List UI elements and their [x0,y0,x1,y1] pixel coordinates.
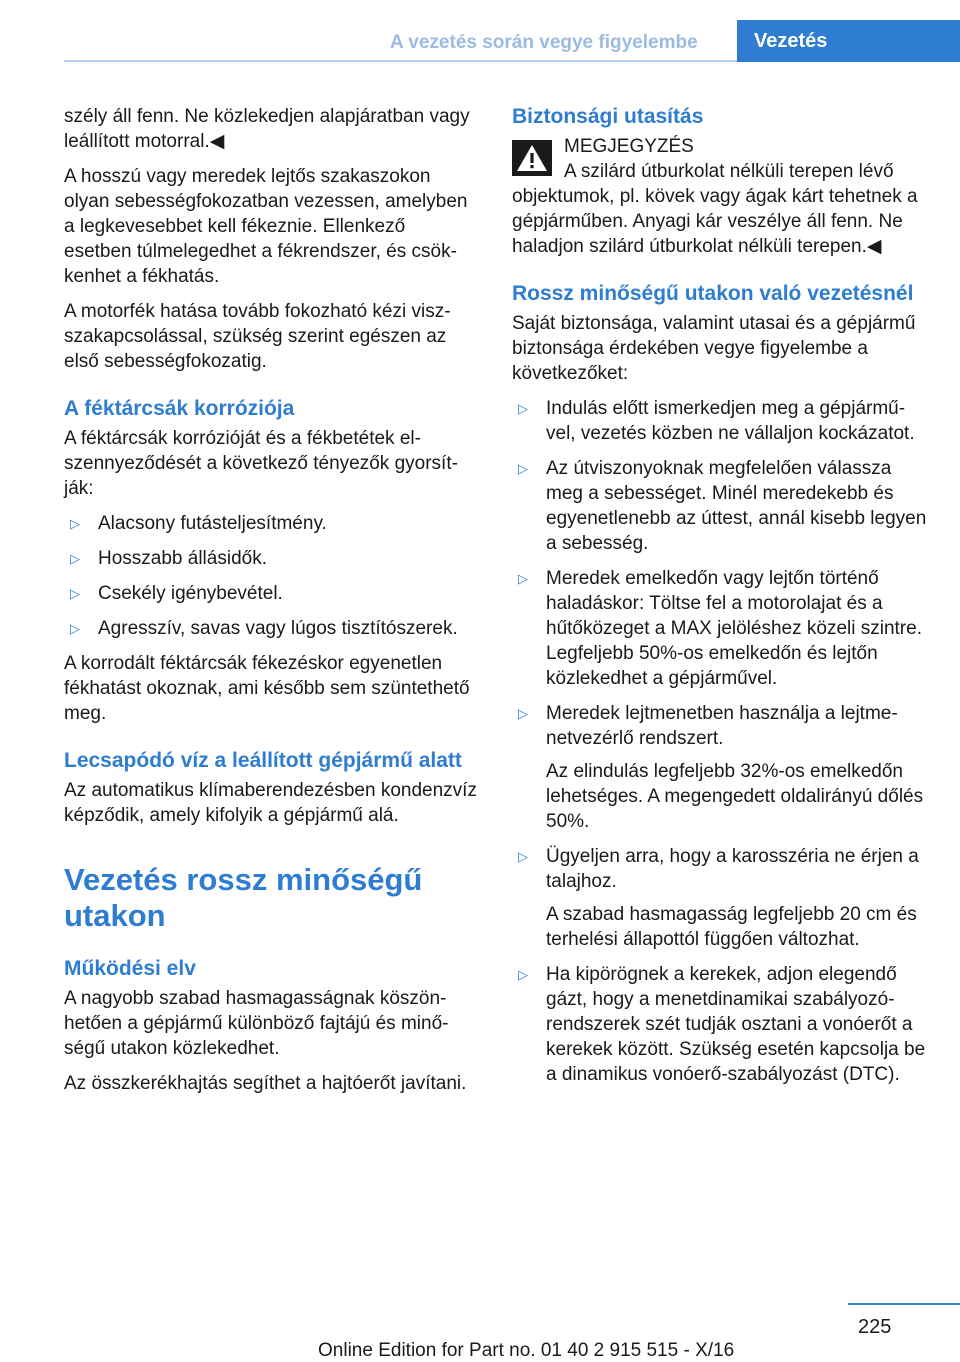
list-item [512,962,928,1087]
paragraph: A nagyobb szabad hasmagasságnak köszönhetően a gépjármű különböző fajtájú és minőségű utakon közlekedhet. [64,988,449,1059]
list-item-text: Hosszabb állásidők. [98,548,267,569]
bullet-triangle-icon: ▷ [518,401,528,416]
warning-text: objektumok, pl. kövek vagy ágak kárt tehetnek a gépjárműben. Anyagi kár veszélye áll fenn. Ne haladjon szilárd útburkolat nélküli terepen.◀ [512,186,918,257]
bullet-triangle-icon: ▷ [70,516,80,531]
warning-triangle-icon [512,140,552,176]
list-item [512,396,928,446]
list-item-text: Indulás előtt ismerkedjen meg a gépjárművel, vezetés közben ne vállaljon kockázatot. [546,398,915,444]
bad-roads-instructions-list [512,396,928,1087]
heading-driving-bad-roads: Vezetés rossz minőségű utakon [64,862,423,933]
bullet-triangle-icon: ▷ [70,621,80,636]
bullet-triangle-icon: ▷ [518,967,528,982]
bullet-triangle-icon: ▷ [518,461,528,476]
warning-text-line: A szilárd útburkolat nélküli terepen lévő [564,161,894,182]
list-item-text: Ha kipörögnek a kerekek, adjon elegendő gázt, hogy a menetdinamikai szabályozórendszerek szét tudják osztani a vonóerőt a kerekek között. Szükség esetén kapcsolja be a dinamikus vonóerő-szabályozást (DTC). [546,964,926,1085]
list-item-note: A szabad hasmagasság legfeljebb 20 cm és terhelési állapottól függően változhat. [546,904,917,950]
paragraph: szély áll fenn. Ne közlekedjen alapjáratban vagy leállított motorral.◀ [64,106,470,152]
warning-title: MEGJEGYZÉS [564,136,694,157]
list-item [64,511,478,536]
list-item [512,566,928,691]
list-item-text: Meredek lejtmenetben használja a lejtmenetvezérlő rendszert. [546,703,898,749]
list-item-text: Meredek emelkedőn vagy lejtőn történő haladáskor: Töltse fel a motorolajat és a hűtőközeget a MAX jelöléshez közeli szintre. Legfeljebb 50%-os emelkedőn és lejtőn közlekedhet a gépjárművel. [546,568,922,689]
header-section-title: A vezetés során vegye figyelembe [390,32,698,53]
paragraph: Saját biztonsága, valamint utasai és a gépjármű biztonsága érdekében vegye figyelembe a következőket: [512,313,916,384]
heading-brake-disc-corrosion: A féktárcsák korróziója [64,397,295,420]
paragraph: A motorfék hatása tovább fokozható kézi viszszakapcsolással, szükség szerint egészen az első sebességfokozatig. [64,301,451,372]
paragraph: A féktárcsák korrózióját és a fékbetétek elszennyeződését a következő tényezők gyorsítják: [64,428,458,499]
header-rule [64,60,737,62]
list-item [512,844,928,952]
paragraph: A hosszú vagy meredek lejtős szakaszokon olyan sebességfokozatban vezessen, amelyben a legkevesebbet kell fékeznie. Ellenkező esetben túlmelegedhet a fékrendszer, és csökkenhet a fékhatás. [64,166,468,287]
list-item-text: Az útviszonyoknak megfelelően válassza meg a sebességet. Minél meredekebb és egyenetlenebb az úttest, annál kisebb legyen a sebesség. [546,458,927,554]
bullet-triangle-icon: ▷ [518,571,528,586]
list-item [64,581,478,606]
list-item-text: Ügyeljen arra, hogy a karosszéria ne érjen a talajhoz. [546,846,919,892]
footer-edition-text: Online Edition for Part no. 01 40 2 915 515 - X/16 [318,1340,735,1361]
bullet-triangle-icon: ▷ [518,706,528,721]
bullet-triangle-icon: ▷ [518,849,528,864]
page-header [0,0,960,64]
list-item [512,456,928,556]
heading-bad-roads-driving: Rossz minőségű utakon való vezetésnél [512,282,914,305]
corrosion-factors-list [64,511,478,641]
paragraph: A korrodált féktárcsák fékezéskor egyenetlen fékhatást okoznak, ami később sem szüntethető meg. [64,653,470,724]
list-item [64,616,478,641]
heading-safety-note: Biztonsági utasítás [512,105,704,128]
list-item-note: Az elindulás legfeljebb 32%-os emelkedőn lehetséges. A megengedett oldalirányú dőlés 50%. [546,761,924,832]
paragraph: Az összkerékhajtás segíthet a hajtóerőt javítani. [64,1073,467,1094]
list-item [512,701,928,834]
heading-principle: Működési elv [64,957,196,980]
page-number: 225 [858,1316,892,1338]
warning-block [512,134,928,184]
list-item-text: Alacsony futásteljesítmény. [98,513,327,534]
heading-condensation-water: Lecsapódó víz a leállított gépjármű alatt [64,749,462,772]
footer-rule [848,1303,960,1305]
bullet-triangle-icon: ▷ [70,551,80,566]
right-column [512,104,928,1097]
left-column [64,104,478,1106]
list-item-text: Csekély igénybevétel. [98,583,283,604]
list-item-text: Agresszív, savas vagy lúgos tisztítószerek. [98,618,458,639]
header-chapter-tab: Vezetés [737,20,960,62]
bullet-triangle-icon: ▷ [70,586,80,601]
list-item [64,546,478,571]
paragraph: Az automatikus klímaberendezésben kondenzvíz képződik, amely kifolyik a gépjármű alá. [64,780,477,826]
